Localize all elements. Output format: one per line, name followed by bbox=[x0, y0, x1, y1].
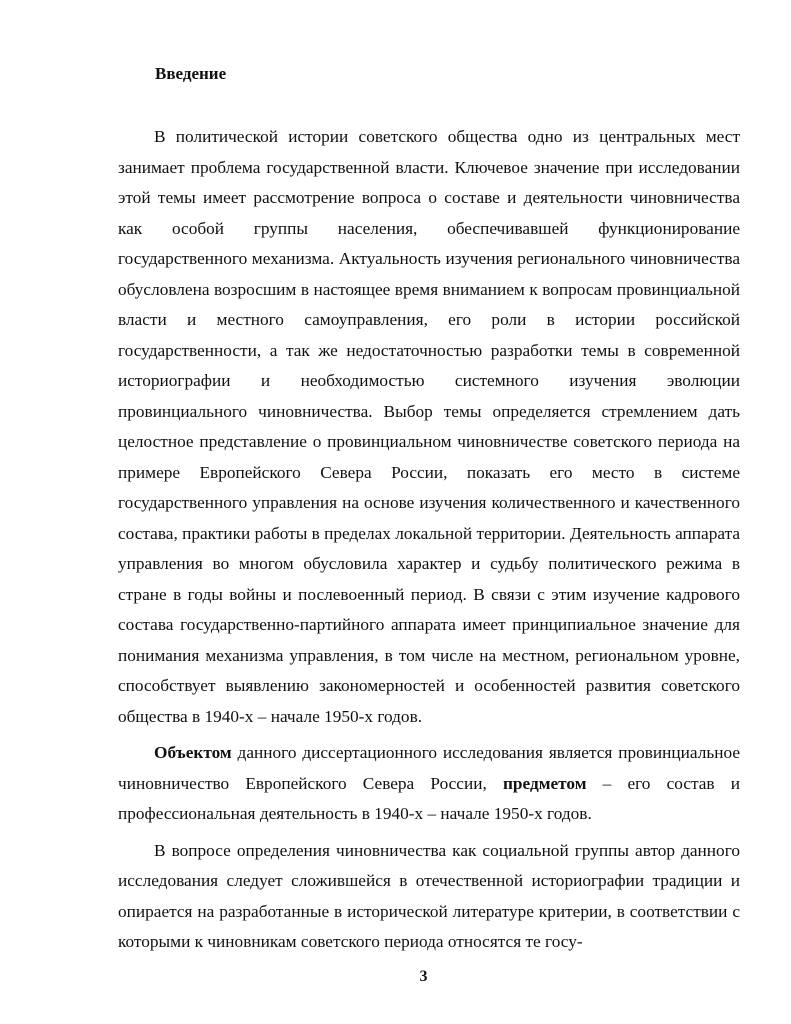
term-subject: предметом bbox=[502, 773, 587, 793]
page-number: 3 bbox=[419, 968, 428, 985]
body-text bbox=[118, 122, 740, 958]
section-heading: Введение bbox=[155, 64, 227, 83]
paragraph-relevance: В политической истории советского общества одно из центральных мест занимает проблема государственной власти. Ключевое значение при исследовании этой темы имеет рассмотрение вопроса о составе и деятельности чиновничества как особой группы населения, обеспечивавшей функционирование государственного механизма. Актуальность изучения регионального чиновничества обусловлена возросшим в настоящее время вниманием к вопросам провинциальной власти и местного самоуправления, его роли в истории российской государственности, а так же недостаточностью разработки темы в современной историографии и необходимостью системного изучения эволюции провинциального чиновничества. Выбор темы определяется стремлением дать целостное представление о провинциальном чиновничестве советского периода на примере Европейского Севера России, показать его место в системе государственного управления на основе изучения количественного и качественного состава, практики работы в пределах локальной территории. Деятельность аппарата управления во многом обусловила характер и судьбу политического режима в стране в годы войны и послевоенный период. В связи с этим изучение кадрового состава государственно-партийного аппарата имеет принципиальное значение для понимания механизма управления, в том числе на местном, региональном уровне, способствует выявлению закономерностей и особенностей развития советского общества в 1940-х – начале 1950-х годов. bbox=[118, 127, 740, 726]
paragraph-object-subject bbox=[118, 738, 740, 830]
paragraph-object-text: данного диссертационного исследования является провинциальное чиновничество Европейского Севера России, bbox=[118, 743, 740, 793]
paragraph-subject-text: – его состав и профессиональная деятельность в 1940-х – начале 1950-х годов. bbox=[118, 773, 740, 823]
term-object: Объектом bbox=[154, 743, 232, 762]
paragraph-definition: В вопросе определения чиновничества как социальной группы автор данного исследования следует сложившейся в отечественной историографии традиции и опирается на разработанные в исторической литературе критерии, в соответствии с которыми к чиновникам советского периода относятся те госу- bbox=[118, 840, 740, 951]
